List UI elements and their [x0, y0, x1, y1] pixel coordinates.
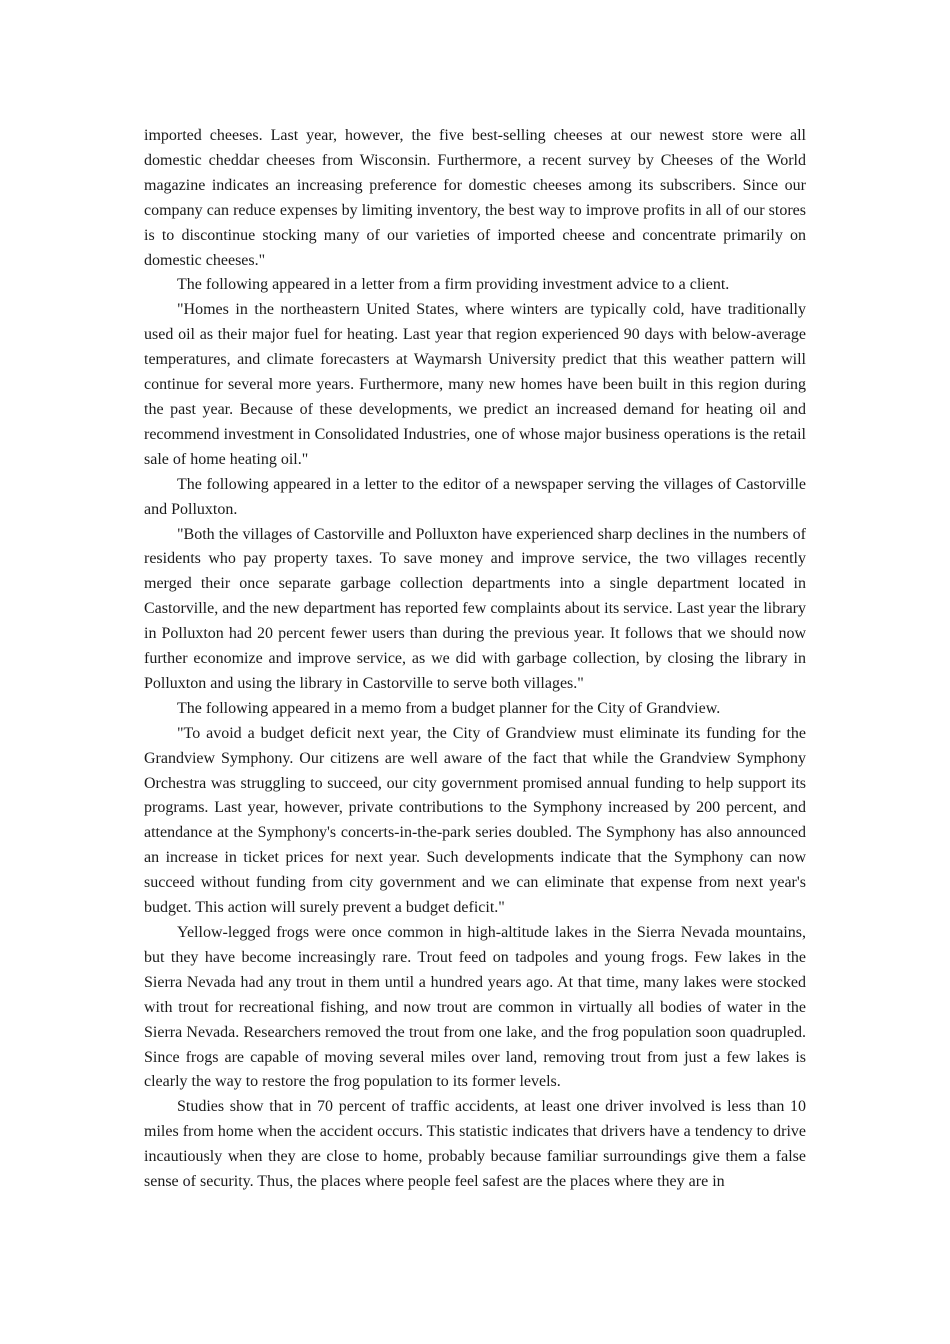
paragraph-heating-oil-argument: "Homes in the northeastern United States, where winters are typically cold, have traditionally used oil as their major fuel for heating. Last year that region experienced 90 days with below-average temperatures, and climate forecasters at Waymarsh University predict that this weather pattern will continue for several more years. Furthermore, many new homes have been built in this region during the past year. Because of these developments, we predict an increased demand for heating oil and recommend investment in Consolidated Industries, one of whose major business operations is the retail sale of home heating oil." [144, 301, 806, 468]
paragraph-traffic-argument: Studies show that in 70 percent of traffic accidents, at least one driver involved is less than 10 miles from home when the accident occurs. This statistic indicates that drivers have a tendency to drive incautiously when they are close to home, probably because familiar surroundings give them a false sense of security. Thus, the places where people feel safest are the places where they are in [144, 1098, 806, 1191]
paragraph-investment-intro: The following appeared in a letter from a firm providing investment advice to a client. [177, 276, 730, 294]
paragraph-cheese-argument-continued: imported cheeses. Last year, however, the five best-selling cheeses at our newest store were all domestic cheddar cheeses from Wisconsin. Furthermore, a recent survey by Cheeses of the World magazine indicates an increasing preference for domestic cheeses among its subscribers. Since our company can reduce expenses by limiting inventory, the best way to improve profits in all of our stores is to discontinue stocking many of our varieties of imported cheese and concentrate primarily on domestic cheeses." [144, 127, 806, 269]
paragraph-library-argument: "Both the villages of Castorville and Polluxton have experienced sharp declines in the numbers of residents who pay property taxes. To save money and improve service, the two villages recently merged their once separate garbage collection departments into a single department located in Castorville, and the new department has reported few complaints about its service. Last year the library in Polluxton had 20 percent fewer users than during the previous year. It follows that we should now further economize and improve service, as we did with garbage collection, by closing the library in Polluxton and using the library in Castorville to serve both villages." [144, 525, 806, 692]
paragraph-budget-memo-intro: The following appeared in a memo from a budget planner for the City of Grandview. [177, 699, 721, 717]
paragraph-newspaper-intro: The following appeared in a letter to the editor of a newspaper serving the villages of Castorville and Polluxton. [144, 475, 806, 518]
document-body [144, 124, 806, 1195]
paragraph-frog-argument: Yellow-legged frogs were once common in high-altitude lakes in the Sierra Nevada mountains, but they have become increasingly rare. Trout feed on tadpoles and young frogs. Few lakes in the Sierra Nevada had any trout in them until a hundred years ago. At that time, many lakes were stocked with trout for recreational fishing, and now trout are common in virtually all bodies of water in the Sierra Nevada. Researchers removed the trout from one lake, and the frog population soon quadrupled. Since frogs are capable of moving several miles over land, removing trout from just a few lakes is clearly the way to restore the frog population to its former levels. [144, 924, 806, 1091]
paragraph-symphony-argument: "To avoid a budget deficit next year, the City of Grandview must eliminate its funding for the Grandview Symphony. Our citizens are well aware of the fact that while the Grandview Symphony Orchestra was struggling to succeed, our city government promised annual funding to help support its programs. Last year, however, private contributions to the Symphony increased by 200 percent, and attendance at the Symphony's concerts-in-the-park series doubled. The Symphony has also announced an increase in ticket prices for next year. Such developments indicate that the Symphony can now succeed without funding from city government and we can eliminate that expense from next year's budget. This action will surely prevent a budget deficit." [144, 724, 806, 917]
